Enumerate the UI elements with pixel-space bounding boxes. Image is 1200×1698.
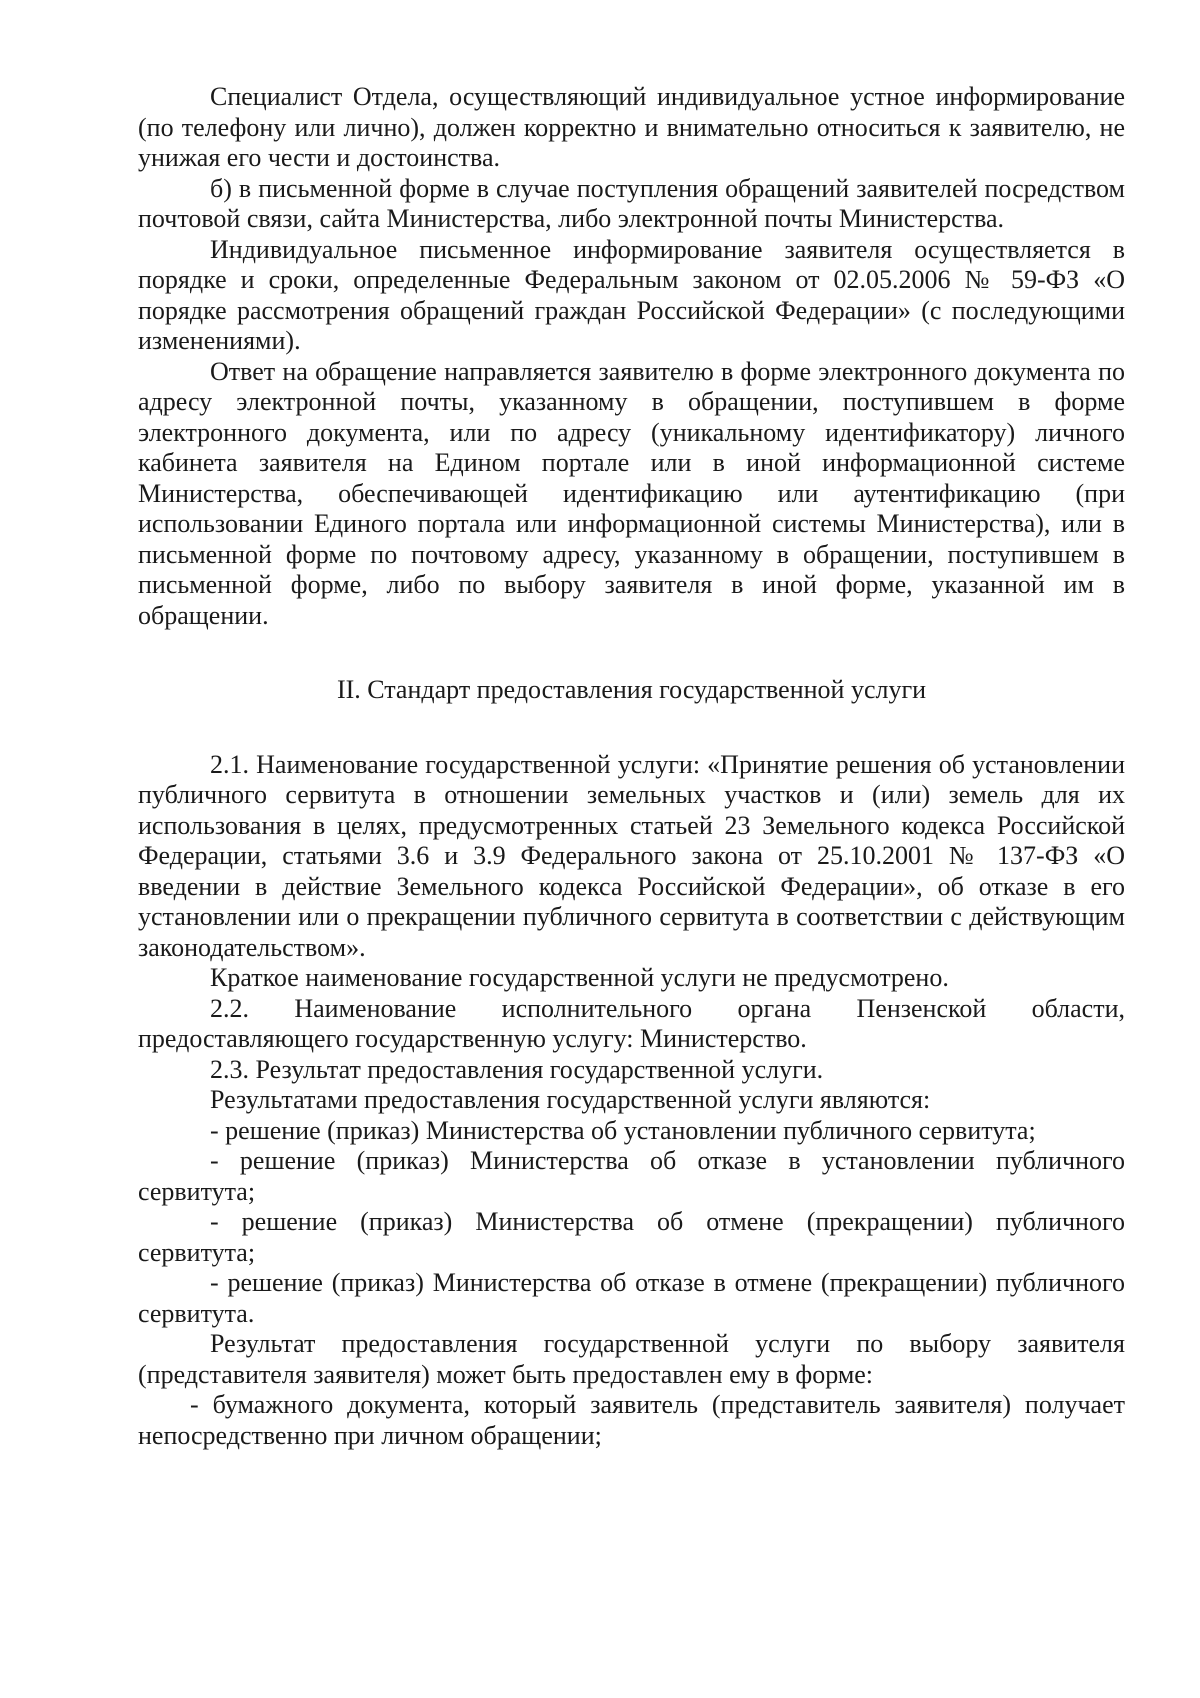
- paragraph-short-name: Краткое наименование государственной услуги не предусмотрено.: [210, 963, 949, 992]
- list-item-paper-document: - бумажного документа, который заявитель (представитель заявителя) получает непосредственно при личном обращении;: [138, 1390, 1125, 1450]
- section-heading: II. Стандарт предоставления государственной услуги: [336, 675, 927, 704]
- paragraph-individual-written-informing: Индивидуальное письменное информирование заявителя осуществляется в порядке и сроки, определенные Федеральным законом от 02.05.2006 № 59-ФЗ «О порядке рассмотрения обращений граждан Российской Федерации» (с последующими изменениями).: [138, 234, 1125, 355]
- list-item-result: - решение (приказ) Министерства об отказе в отмене (прекращении) публичного сервитута.: [138, 1268, 1125, 1328]
- paragraph-response-delivery: Ответ на обращение направляется заявителю в форме электронного документа по адресу электронной почты, указанному в обращении, поступившем в форме электронного документа, или по адресу (уникальному идентификатору) личного кабинета заявителя на Едином портале или в иной информационной системе Министерства, обеспечивающей идентификацию или аутентификацию (при использовании Единого портала или информационной системы Министерства), или в письменной форме по почтовому адресу, указанному в обращении, поступившем в письменной форме, либо по выбору заявителя в иной форме, указанной им в обращении.: [138, 356, 1125, 630]
- document-page: [138, 82, 1125, 1451]
- paragraph-executive-body: 2.2. Наименование исполнительного органа Пензенской области, предоставляющего государственную услугу: Министерство.: [138, 993, 1125, 1053]
- paragraph-results-list-intro: Результатами предоставления государственной услуги являются:: [210, 1085, 931, 1114]
- paragraph-result-heading: 2.3. Результат предоставления государственной услуги.: [210, 1054, 824, 1084]
- list-item-result: - решение (приказ) Министерства об отказе в установлении публичного сервитута;: [138, 1146, 1125, 1206]
- list-item-result: - решение (приказ) Министерства об отмене (прекращении) публичного сервитута;: [138, 1207, 1125, 1267]
- paragraph-oral-informing: Специалист Отдела, осуществляющий индивидуальное устное информирование (по телефону или лично), должен корректно и внимательно относиться к заявителю, не унижая его чести и достоинства.: [138, 82, 1125, 172]
- paragraph-written-form: б) в письменной форме в случае поступления обращений заявителей посредством почтовой связи, сайта Министерства, либо электронной почты Министерства.: [138, 173, 1125, 233]
- paragraph-result-form: Результат предоставления государственной услуги по выбору заявителя (представителя заявителя) может быть предоставлен ему в форме:: [138, 1329, 1125, 1389]
- list-item-result: - решение (приказ) Министерства об установлении публичного сервитута;: [210, 1115, 1036, 1145]
- paragraph-service-name: 2.1. Наименование государственной услуги: «Принятие решения об установлении публичного сервитута в отношении земельных участков и (или) земель для их использования в целях, предусмотренных статьей 23 Земельного кодекса Российской Федерации, статьями 3.6 и 3.9 Федерального закона от 25.10.2001 № 137-ФЗ «О введении в действие Земельного кодекса Российской Федерации», об отказе в его установлении или о прекращении публичного сервитута в соответствии с действующим законодательством».: [138, 749, 1125, 962]
